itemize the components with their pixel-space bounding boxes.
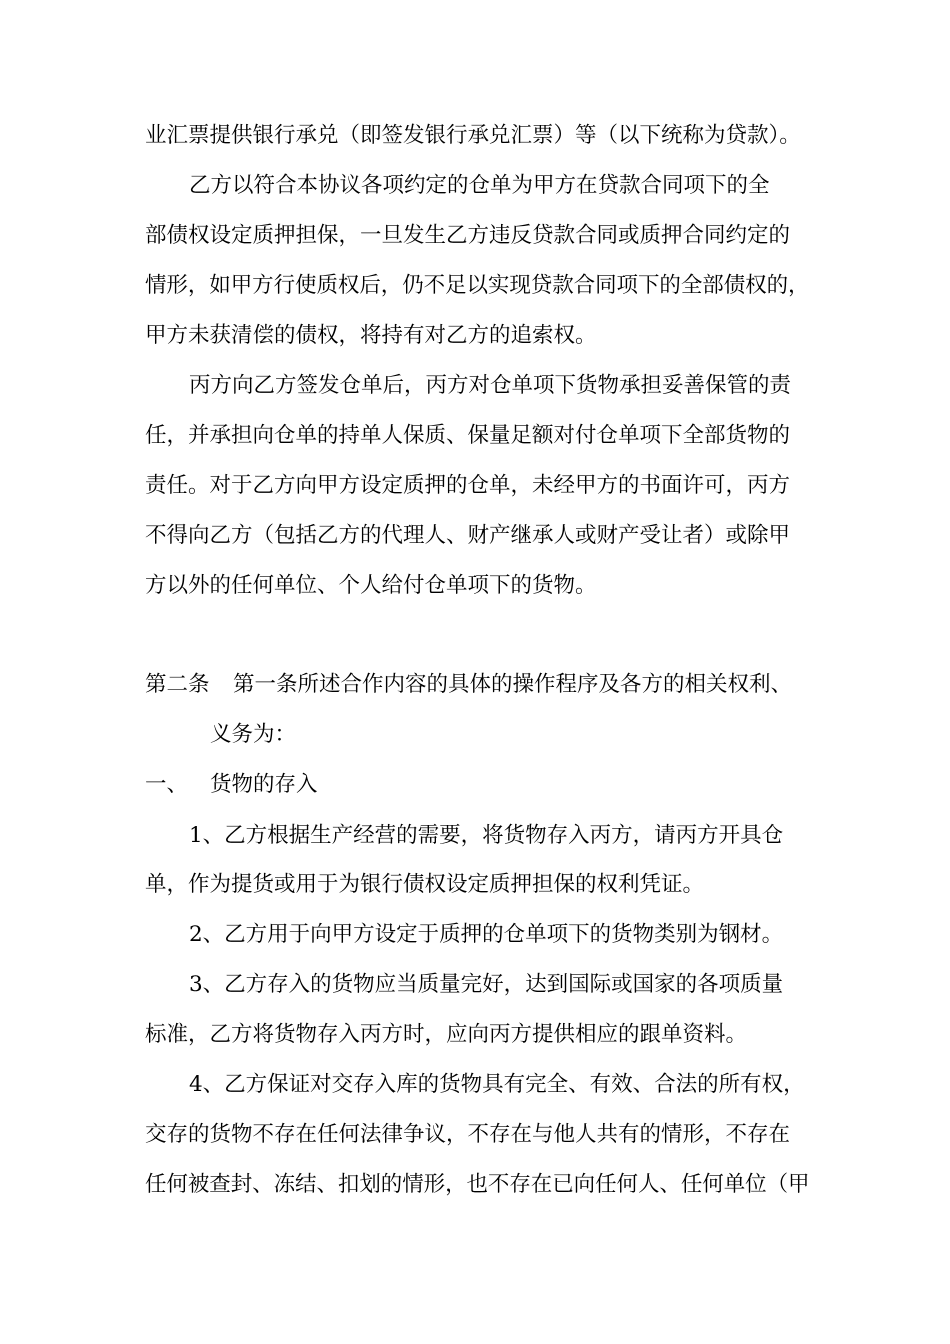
text-line: 2、乙方用于向甲方设定于质押的仓单项下的货物类别为钢材。 <box>189 922 784 947</box>
text-line: 丙方向乙方签发仓单后，丙方对仓单项下货物承担妥善保管的责 <box>189 373 792 398</box>
text-line: 方以外的任何单位、个人给付仓单项下的货物。 <box>145 573 597 598</box>
section-title: 货物的存入 <box>210 772 318 797</box>
text-line: 业汇票提供银行承兑（即签发银行承兑汇票）等（以下统称为贷款）。 <box>145 123 801 148</box>
article-heading <box>145 670 810 700</box>
text-line: 标准，乙方将货物存入丙方时，应向丙方提供相应的跟单资料。 <box>145 1022 748 1047</box>
article-title-continued: 义务为： <box>210 722 297 747</box>
text-line: 4、乙方保证对交存入库的货物具有完全、有效、合法的所有权， <box>189 1072 805 1097</box>
text-line: 乙方以符合本协议各项约定的仓单为甲方在贷款合同项下的全 <box>189 173 770 198</box>
text-line: 任何被查封、冻结、扣划的情形，也不存在已向任何人、任何单位（甲 <box>145 1172 810 1197</box>
text-line: 部债权设定质押担保，一旦发生乙方违反贷款合同或质押合同约定的 <box>145 223 791 248</box>
section-number: 一、 <box>145 772 189 797</box>
text-line: 不得向乙方（包括乙方的代理人、财产继承人或财产受让者）或除甲 <box>145 523 791 548</box>
text-line: 单，作为提货或用于为银行债权设定质押担保的权利凭证。 <box>145 872 705 897</box>
text-line: 情形，如甲方行使质权后，仍不足以实现贷款合同项下的全部债权的， <box>145 273 810 298</box>
article-number: 第二条 <box>145 672 210 697</box>
text-line: 任，并承担向仓单的持单人保质、保量足额对付仓单项下全部货物的 <box>145 423 791 448</box>
text-line: 甲方未获清偿的债权，将持有对乙方的追索权。 <box>145 323 597 348</box>
article-title: 第一条所述合作内容的具体的操作程序及各方的相关权利、 <box>233 672 793 697</box>
text-line: 交存的货物不存在任何法律争议，不存在与他人共有的情形，不存在 <box>145 1122 791 1147</box>
text-line: 1、乙方根据生产经营的需要，将货物存入丙方，请丙方开具仓 <box>189 823 784 848</box>
text-line: 3、乙方存入的货物应当质量完好，达到国际或国家的各项质量 <box>189 972 784 997</box>
section-heading <box>145 770 810 800</box>
text-line: 责任。对于乙方向甲方设定质押的仓单，未经甲方的书面许可，丙方 <box>145 473 791 498</box>
